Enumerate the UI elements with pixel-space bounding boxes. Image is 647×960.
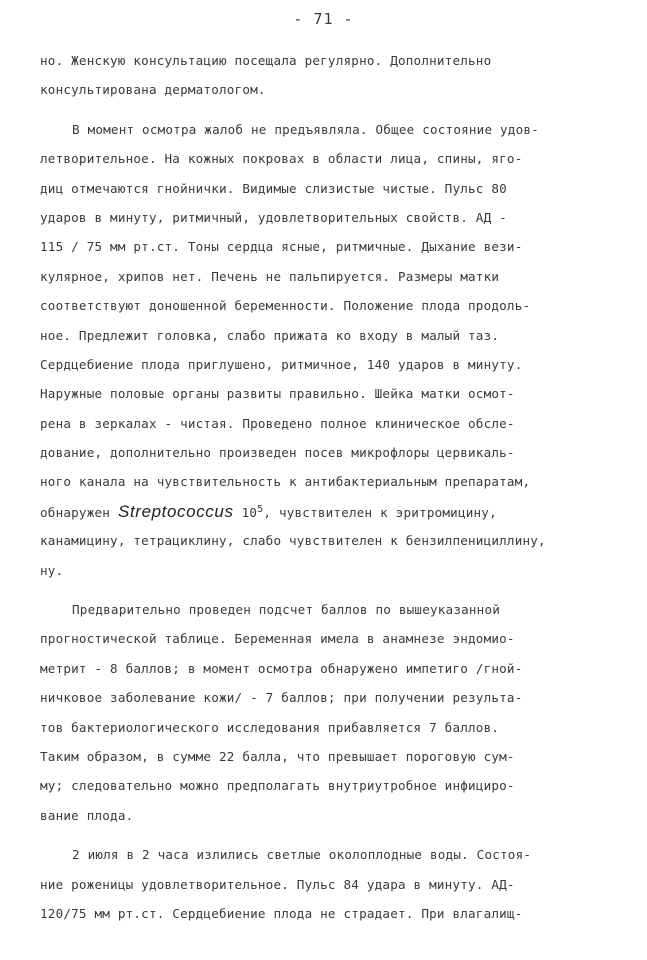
- text-line: кулярное, хрипов нет. Печень не пальпируется. Размеры матки: [40, 268, 500, 284]
- text-line: 115 / 75 мм рт.ст. Тоны сердца ясные, ритмичные. Дыхание вези-: [40, 239, 523, 255]
- text-line: ное. Предлежит головка, слабо прижата ко входу в малый таз.: [40, 327, 500, 343]
- text-line: метрит - 8 баллов; в момент осмотра обнаружено импетиго /гной-: [40, 660, 523, 676]
- text-line: Предварительно проведен подсчет баллов по вышеуказанной: [72, 602, 501, 618]
- text-line: Таким образом, в сумме 22 балла, что превышает пороговую сум-: [40, 748, 515, 764]
- text-line: ничковое заболевание кожи/ - 7 баллов; при получении результа-: [40, 690, 523, 706]
- colony-count-exponent: 5: [257, 503, 264, 515]
- organism-suffix: , чувствителен к эритромицину,: [263, 504, 497, 520]
- text-line: ного канала на чувствительность к антибактериальным препаратам,: [40, 474, 531, 490]
- text-line: вание плода.: [40, 807, 134, 823]
- text-line: В момент осмотра жалоб не предъявляла. Общее состояние удов-: [72, 121, 539, 137]
- text-line: 120/75 мм рт.ст. Сердцебиение плода не страдает. При влагалищ-: [40, 905, 523, 921]
- text-line: консультирована дерматологом.: [40, 82, 266, 98]
- organism-prefix: обнаружен: [40, 504, 111, 520]
- page-number: - 71 -: [293, 10, 354, 28]
- text-line: ударов в минуту, ритмичный, удовлетворительных свойств. АД -: [40, 209, 507, 225]
- text-line: диц отмечаются гнойнички. Видимые слизистые чистые. Пульс 80: [40, 180, 507, 196]
- text-line: ну.: [40, 562, 64, 578]
- text-line: тов бактериологического исследования прибавляется 7 баллов.: [40, 719, 500, 735]
- text-line: Наружные половые органы развиты правильно. Шейка матки осмот-: [40, 386, 515, 402]
- organism-line: [40, 497, 610, 526]
- paragraph-2: [40, 115, 610, 585]
- organism-name: Streptococcus: [118, 501, 234, 521]
- text-line: Сердцебиение плода приглушено, ритмичное, 140 ударов в минуту.: [40, 356, 523, 372]
- paragraph-1: [40, 46, 610, 105]
- text-line: канамицину, тетрациклину, слабо чувствителен к бензилпенициллину,: [40, 533, 546, 549]
- text-line: му; следовательно можно предполагать внутриутробное инфициро-: [40, 778, 515, 794]
- paragraph-3: [40, 595, 610, 830]
- text-line: ние роженицы удовлетворительное. Пульс 84 удара в минуту. АД-: [40, 876, 515, 892]
- text-line: прогностической таблице. Беременная имела в анамнезе эндомио-: [40, 631, 515, 647]
- text-line: но. Женскую консультацию посещала регулярно. Дополнительно: [40, 53, 492, 68]
- text-line: рена в зеркалах - чистая. Проведено полное клиническое обсле-: [40, 415, 515, 431]
- text-line: 2 июля в 2 часа излились светлые околоплодные воды. Состоя-: [72, 847, 532, 863]
- text-line: соответствуют доношенной беременности. Положение плода продоль-: [40, 298, 531, 314]
- paragraph-4: [40, 840, 610, 928]
- text-line: летворительное. На кожных покровах в области лица, спины, яго-: [40, 151, 523, 167]
- document-body: [40, 46, 610, 928]
- text-line: дование, дополнительно произведен посев микрофлоры цервикаль-: [40, 445, 515, 461]
- colony-count-base: 10: [241, 504, 258, 520]
